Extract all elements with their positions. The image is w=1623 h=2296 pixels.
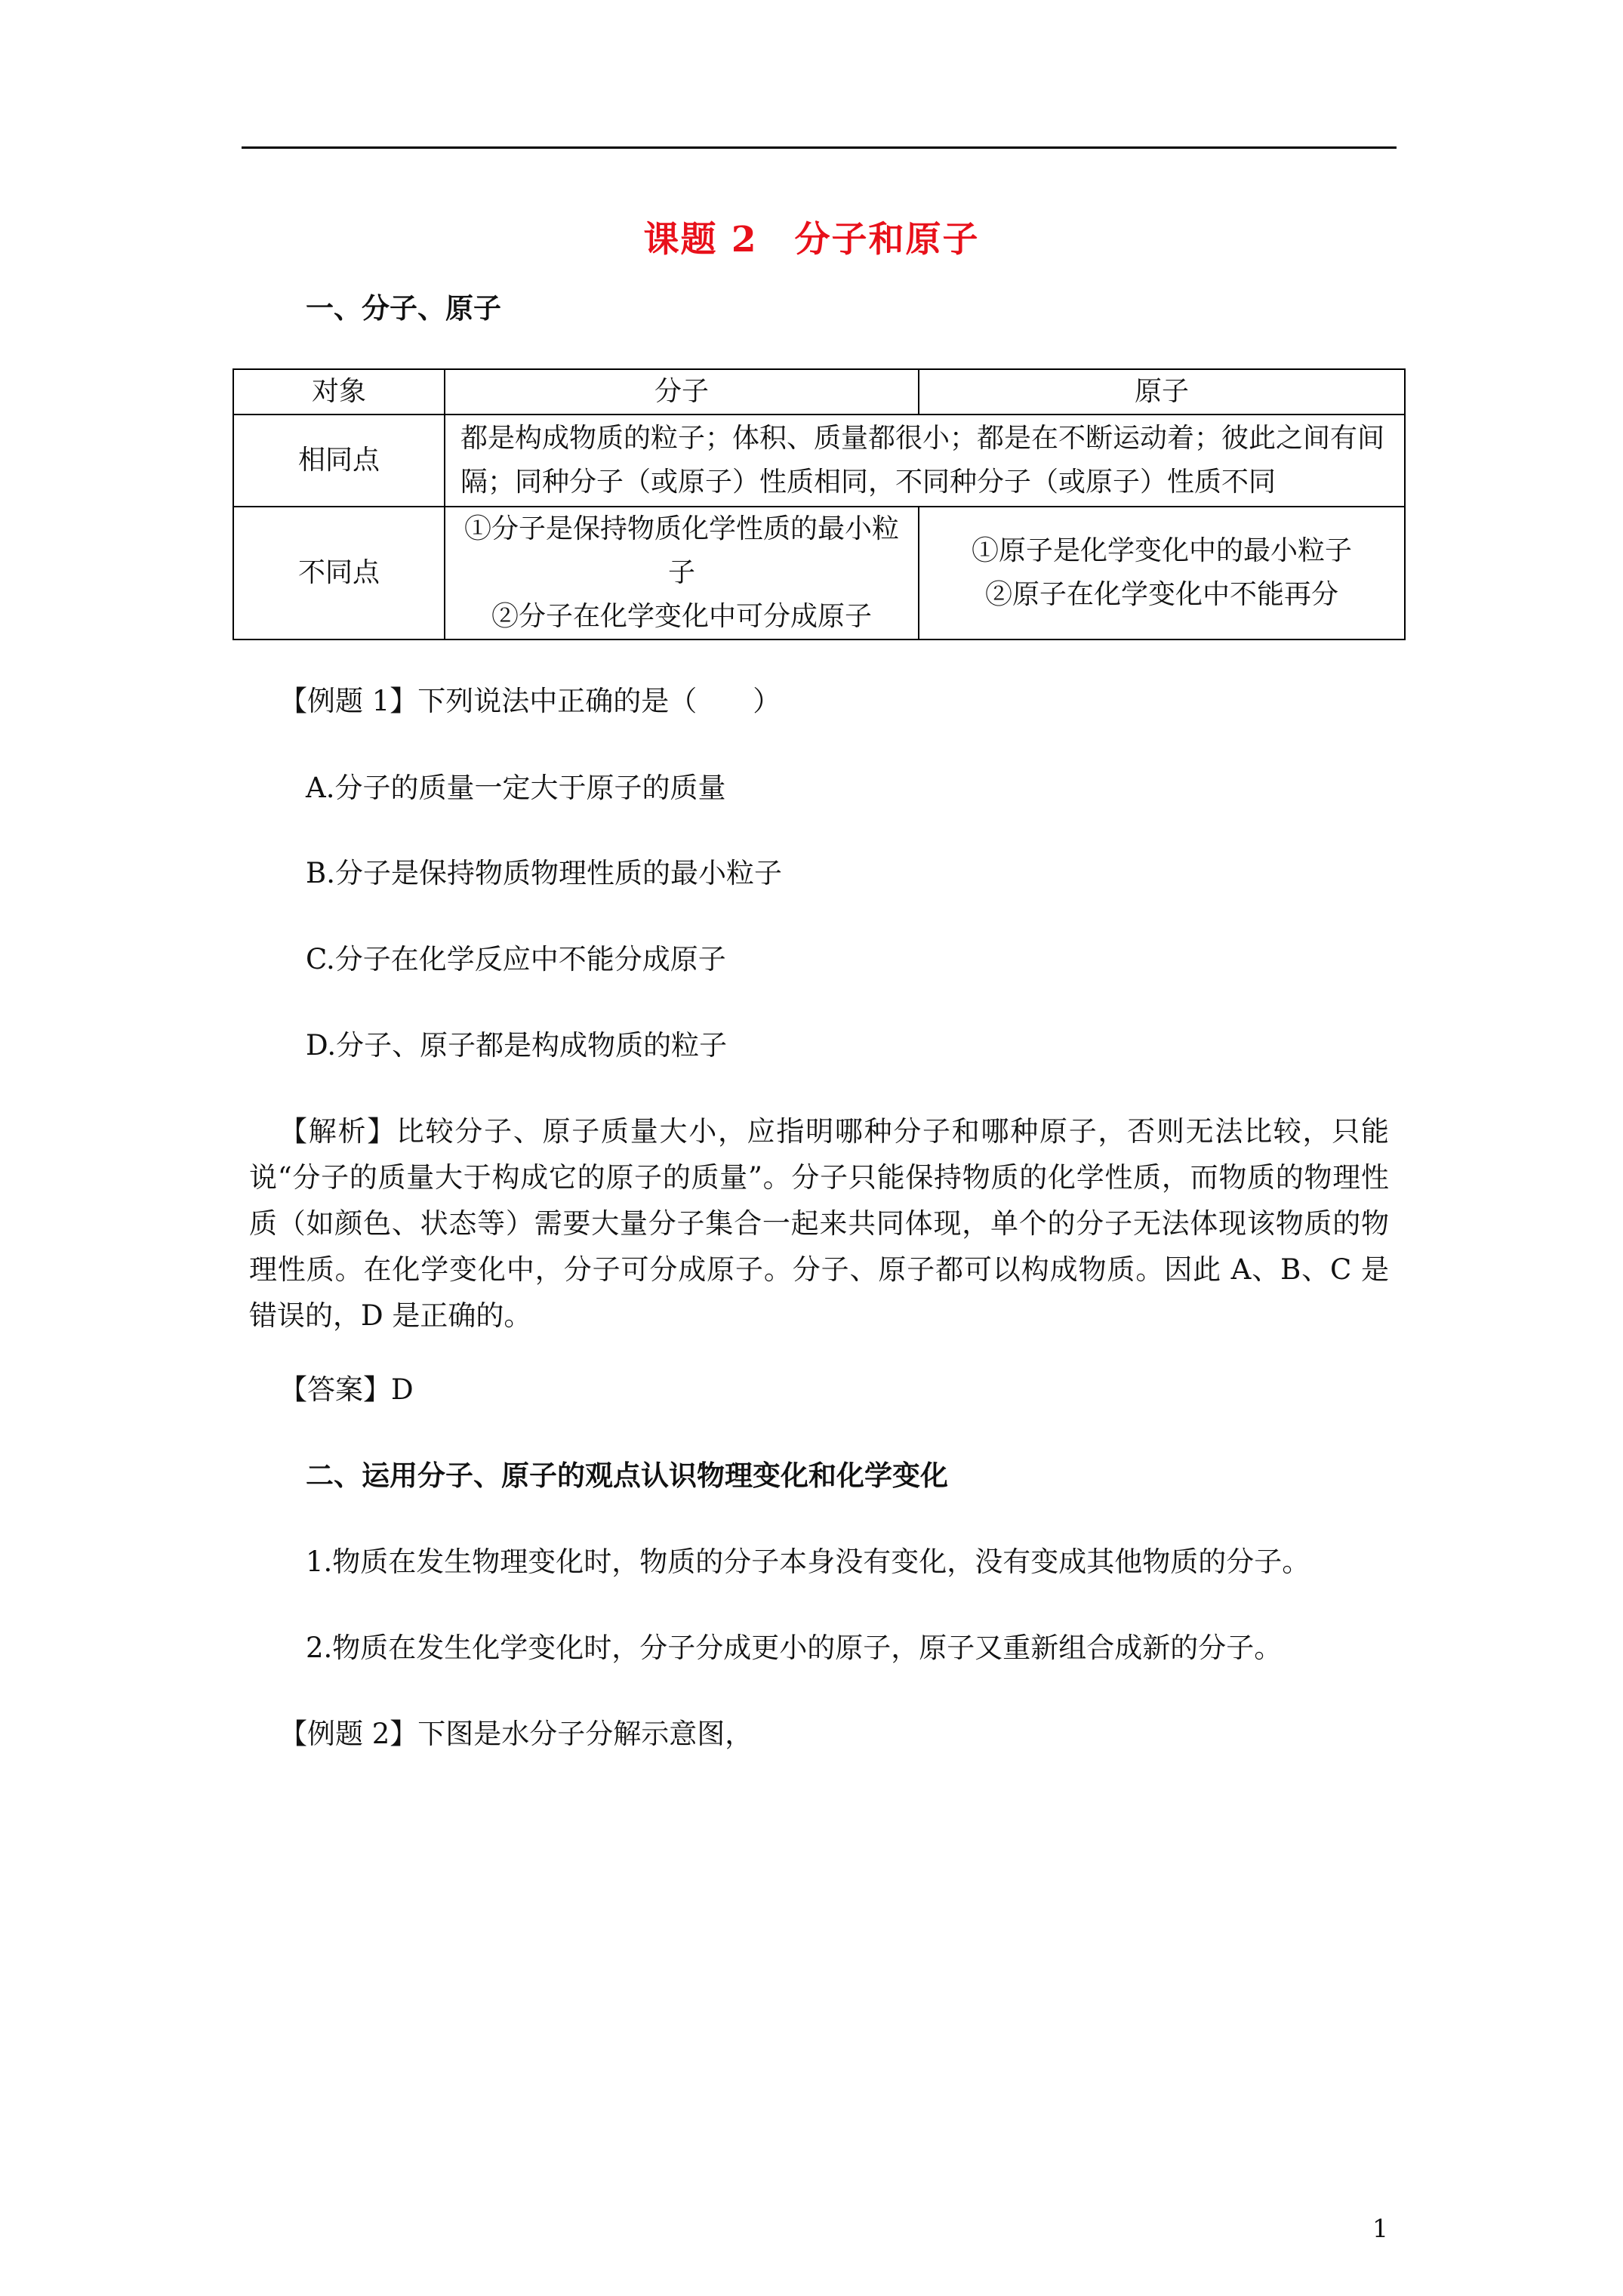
table-header-atom: 原子: [919, 369, 1405, 415]
diff-atom-line-2: ②原子在化学变化中不能再分: [984, 579, 1338, 610]
example-1-option-c: C.分子在化学反应中不能分成原子: [306, 943, 726, 975]
example-1-analysis: 【解析】比较分子、原子质量大小，应指明哪种分子和哪种原子，否则无法比较，只能说“分子的质量大于构成它的原子的质量”。分子只能保持物质的化学性质，而物质的物理性质（如颜色、状态等）需要大量分子集合一起来共同体现，单个的分子无法体现该物质的物理性质。在化学变化中，分子可分成原子。分子、原子都可以构成物质。因此 A、B、C 是错误的，D 是正确的。: [249, 1115, 1389, 1332]
table-header-molecule: 分子: [445, 369, 919, 415]
example-1-option-a: A.分子的质量一定大于原子的质量: [306, 772, 726, 804]
diff-atom-line-1: ①原子是化学变化中的最小粒子: [971, 535, 1352, 566]
table-cell-diff-label: 不同点: [233, 507, 445, 639]
table-header-object: 对象: [233, 369, 445, 415]
header-rule: [242, 146, 1397, 149]
page-number: 1: [1372, 2214, 1388, 2243]
point-2: 2.物质在发生化学变化时，分子分成更小的原子，原子又重新组合成新的分子。: [306, 1632, 1283, 1664]
table-cell-diff-atom: [919, 507, 1405, 639]
point-1: 1.物质在发生物理变化时，物质的分子本身没有变化，没有变成其他物质的分子。: [306, 1546, 1310, 1578]
diff-molecule-line-1: ①分子是保持物质化学性质的最小粒子: [463, 513, 899, 588]
page-title: 课题 2 分子和原子: [643, 219, 980, 260]
example-1-question: 【例题 1】下列说法中正确的是（ ）: [279, 685, 781, 717]
diff-molecule-line-2: ②分子在化学变化中可分成原子: [491, 601, 872, 632]
example-1-answer: 【答案】D: [279, 1373, 414, 1406]
example-2-question: 【例题 2】下图是水分子分解示意图，: [279, 1718, 753, 1750]
comparison-table: [233, 368, 1406, 640]
section-heading-1: 一、分子、原子: [306, 291, 501, 325]
section-heading-2: 二、运用分子、原子的观点认识物理变化和化学变化: [306, 1459, 948, 1492]
example-1-option-d: D.分子、原子都是构成物质的粒子: [306, 1029, 728, 1062]
table-cell-diff-molecule: [445, 507, 919, 639]
table-header-row: [233, 369, 1405, 415]
table-row-differences: [233, 507, 1405, 639]
table-row-similarities: [233, 415, 1405, 507]
example-1-option-b: B.分子是保持物质物理性质的最小粒子: [306, 857, 782, 889]
table-cell-same-label: 相同点: [233, 415, 445, 507]
table-cell-same-text: 都是构成物质的粒子；体积、质量都很小；都是在不断运动着；彼此之间有间隔；同种分子（或原子）性质相同，不同种分子（或原子）性质不同: [445, 415, 1405, 507]
